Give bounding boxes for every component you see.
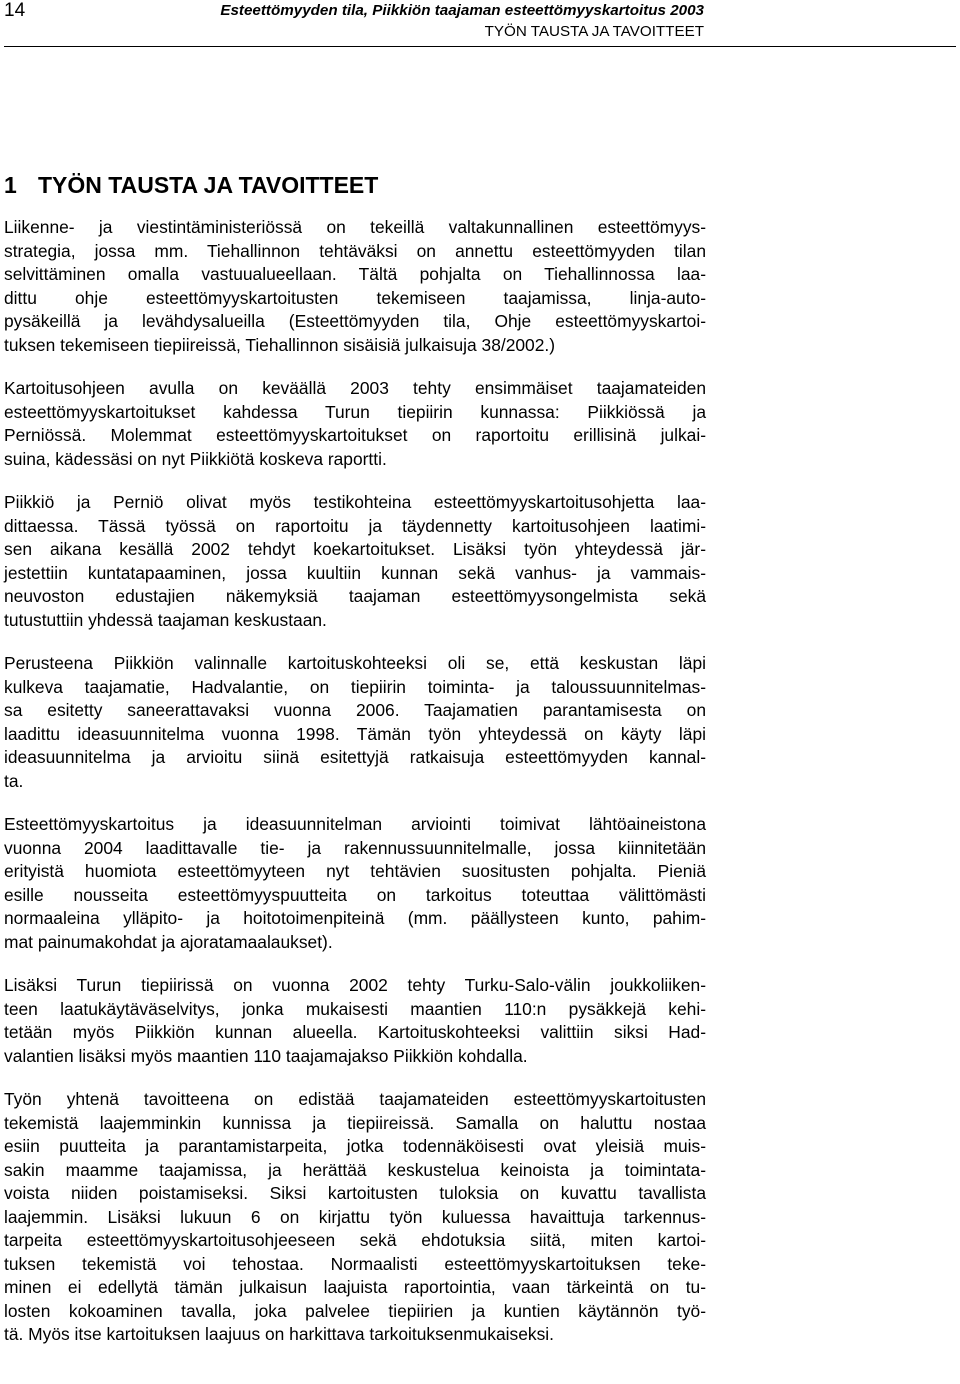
text-line: ta. xyxy=(4,770,24,791)
text-line: jestettiin kuntatapaaminen, jossa kuultiin kunnan sekä vanhus- ja vammais- xyxy=(4,562,706,583)
text-line: laadittu ideasuunnitelma vuonna 1998. Tämän työn yhteydessä on käyty läpi xyxy=(4,723,706,744)
chapter-title: TYÖN TAUSTA JA TAVOITTEET xyxy=(38,172,379,198)
text-line: vuonna 2004 laadittavalle tie- ja rakennussuunnitelmalle, jossa kiinnitetään xyxy=(4,837,706,858)
chapter-number: 1 xyxy=(4,172,17,198)
text-line: Esteettömyyskartoitus ja ideasuunnitelman arviointi toimivat lähtöaineistona xyxy=(4,814,706,834)
paragraph xyxy=(4,813,706,954)
text-line: erityistä huomiota esteettömyyteen nyt tehtävien suositusten pohjalta. Pieniä xyxy=(4,861,706,881)
text-line: laajemmin. Lisäksi lukuun 6 on kirjattu työn kuluessa havaittuja tarkennus- xyxy=(4,1206,706,1227)
paragraph xyxy=(4,1088,706,1347)
text-line: suina, kädessäsi on nyt Piikkiötä koskeva raportti. xyxy=(4,448,387,469)
text-line: pysäkeillä ja levähdysalueilla (Esteettömyyden tila, Ohje esteettömyyskartoi- xyxy=(4,311,706,331)
paragraph xyxy=(4,216,706,357)
paragraph xyxy=(4,974,706,1068)
paragraph xyxy=(4,491,706,632)
text-line: valantien lisäksi myös maantien 110 taajamajakso Piikkiön kohdalla. xyxy=(4,1045,528,1066)
text-line: Perusteena Piikkiön valinnalle kartoituskohteeksi oli se, että keskustan läpi xyxy=(4,653,706,673)
text-line: neuvoston edustajien näkemyksiä taajaman esteettömyysongelmista sekä xyxy=(4,586,706,606)
text-line: losten kokoaminen tavalla, joka palvelee tiepiirien ja kuntien käytännön työ- xyxy=(4,1300,706,1321)
text-line: tuksen tekemiseen tiepiireissä, Tiehallinnon sisäisiä julkaisuja 38/2002.) xyxy=(4,334,556,355)
text-line: voista niiden poistamiseksi. Siksi kartoitusten tuloksia on kuvattu tavallista xyxy=(4,1183,706,1203)
text-line: Kartoitusohjeen avulla on keväällä 2003 tehty ensimmäiset taajamateiden xyxy=(4,378,706,398)
text-line: strategia, jossa mm. Tiehallinnon tehtäväksi on annettu esteettömyyden tilan xyxy=(4,240,706,261)
text-line: selvittäminen omalla vastuualueellaan. Tältä pohjalta on Tiehallinnossa laa- xyxy=(4,264,706,284)
text-line: tuksen tekemistä voi tehostaa. Normaalisti esteettömyyskartoituksen teke- xyxy=(4,1253,706,1274)
text-line: Liikenne- ja viestintäministeriössä on tekeillä valtakunnallinen esteettömyys- xyxy=(4,217,706,237)
text-line: sen aikana kesällä 2002 tehdyt koekartoitukset. Lisäksi työn yhteydessä jär- xyxy=(4,539,706,559)
text-line: Piikkiö ja Perniö olivat myös testikohteina esteettömyyskartoitusohjetta laa- xyxy=(4,492,706,512)
text-line: tutustuttiin yhdessä taajaman keskustaan. xyxy=(4,609,327,630)
text-line: normaaleina ylläpito- ja hoitotoimenpiteinä (mm. päällysteen kunto, pahim- xyxy=(4,908,706,928)
text-line: tetään myös Piikkiön kunnan alueella. Kartoituskohteeksi valittiin siksi Had- xyxy=(4,1022,706,1042)
text-line: tä. Myös itse kartoituksen laajuus on harkittava tarkoituksenmukaiseksi. xyxy=(4,1324,554,1344)
text-line: dittu ohje esteettömyyskartoitusten tekemiseen taajamissa, linja-auto- xyxy=(4,287,706,308)
text-line: Työn yhtenä tavoitteena on edistää taajamateiden esteettömyyskartoitusten xyxy=(4,1089,706,1109)
text-line: esille nousseita esteettömyyspuutteita on tarkoitus toteuttaa välittömästi xyxy=(4,884,706,905)
text-line: esiin puutteita ja parantamistarpeita, jotka todennäköisesti ovat yleisiä muis- xyxy=(4,1136,706,1156)
text-line: esteettömyyskartoitukset kahdessa Turun tiepiirin kunnassa: Piikkiössä ja xyxy=(4,401,706,422)
text-line: sa esitetty saneerattavaksi vuonna 2006. Taajamatien parantamisesta on xyxy=(4,700,706,720)
body-text xyxy=(4,216,706,1367)
text-line: tarpeita esteettömyyskartoitusohjeeseen sekä ehdotuksia siitä, miten kartoi- xyxy=(4,1230,706,1250)
text-line: mat painumakohdat ja ajoratamaalaukset). xyxy=(4,931,333,952)
chapter-heading xyxy=(4,170,378,200)
text-line: ideasuunnitelma ja arvioitu siinä esitettyjä ratkaisuja esteettömyyden kannal- xyxy=(4,747,706,767)
text-line: Lisäksi Turun tiepiirissä on vuonna 2002 tehty Turku-Salo-välin joukkoliiken- xyxy=(4,975,706,995)
text-line: minen ei edellytä tämän julkaisun laajuista raportointia, vaan tärkeintä on tu- xyxy=(4,1277,706,1297)
paragraph xyxy=(4,377,706,471)
running-header xyxy=(220,0,704,42)
text-line: kulkeva taajamatie, Hadvalantie, on tiepiirin toiminta- ja taloussuunnitelmas- xyxy=(4,676,706,697)
running-header-subtitle: TYÖN TAUSTA JA TAVOITTEET xyxy=(484,23,704,40)
text-line: sakin maamme taajamissa, ja herättää keskustelua keinoista ja toimintata- xyxy=(4,1159,706,1180)
text-line: tekemistä laajemminkin kunnissa ja tiepiireissä. Samalla on haluttu nostaa xyxy=(4,1112,706,1133)
paragraph xyxy=(4,652,706,793)
running-header-title: Esteettömyyden tila, Piikkiön taajaman esteettömyyskartoitus 2003 xyxy=(220,2,704,19)
text-line: Perniössä. Molemmat esteettömyyskartoitukset on raportoitu erillisinä julkai- xyxy=(4,425,706,445)
page-number: 14 xyxy=(4,0,26,21)
header-divider xyxy=(4,46,956,47)
text-line: dittaessa. Tässä työssä on raportoitu ja täydennetty kartoitusohjeen laatimi- xyxy=(4,515,706,536)
text-line: teen laatukäytäväselvitys, jonka mukaisesti maantien 110:n pysäkkejä kehi- xyxy=(4,998,706,1019)
